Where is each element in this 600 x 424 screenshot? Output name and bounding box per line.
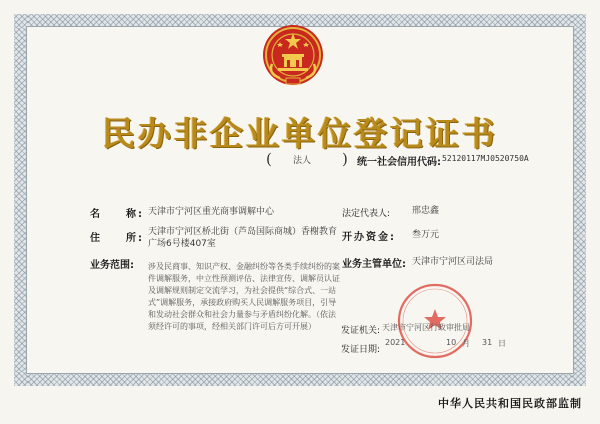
issue-date-label: 发证日期: <box>341 345 381 355</box>
issue-year: 2021 <box>385 338 406 347</box>
credit-code-label: 统一社会信用代码: <box>357 157 441 168</box>
supervisor-label: 业务主管单位: <box>342 259 406 270</box>
scope-value: 涉及民商事、知识产权、金融纠纷等各类手续纠纷的案件调解服务，中立性预测评估、法律宣传、调解员认证及调解规则制定交流学习，为社会提供“综合式、一站式”调解服务，承接政府购买人民调解服务项目，引导和发动社会群众和社会力量参与矛盾纠纷化解。（依法须经许可的事项，经相关部门许可后方可开展） <box>148 262 340 331</box>
supervision-footer: 中华人民共和国民政部监制 <box>438 397 582 410</box>
name-label: 名 称: <box>90 209 144 220</box>
issue-day-unit: 日 <box>498 339 506 348</box>
national-emblem-icon <box>262 24 324 86</box>
issuer-value: 天津市宁河区行政审批局 <box>382 323 470 332</box>
address-value-line2: 广场6号楼407室 <box>148 239 216 249</box>
name-value: 天津市宁河区重光商事调解中心 <box>148 207 275 217</box>
capital-value: 叁万元 <box>412 230 440 240</box>
address-value-line1: 天津市宁河区桥北街（芦岛国际商城）香榭教育 <box>148 227 338 237</box>
issuer-label: 发证机关: <box>341 326 381 336</box>
scope-label: 业务范围: <box>90 260 134 271</box>
legal-rep-value: 邢忠鑫 <box>412 206 440 216</box>
legal-person-type: 法人 <box>293 156 312 166</box>
certificate-title: 民办非企业单位登记证书 <box>102 114 498 153</box>
capital-label: 开办资金: <box>342 232 396 243</box>
address-label: 住 所: <box>90 233 144 244</box>
credit-code-value: 52120117MJ0520750A <box>442 154 529 163</box>
paren-left: ( <box>266 150 272 168</box>
supervisor-value: 天津市宁河区司法局 <box>412 257 494 267</box>
paren-right: ) <box>342 150 348 168</box>
issue-month-unit: 月 <box>462 339 470 348</box>
issue-day: 31 <box>482 338 493 347</box>
issue-month: 10 <box>446 338 457 347</box>
legal-rep-label: 法定代表人: <box>342 209 391 219</box>
